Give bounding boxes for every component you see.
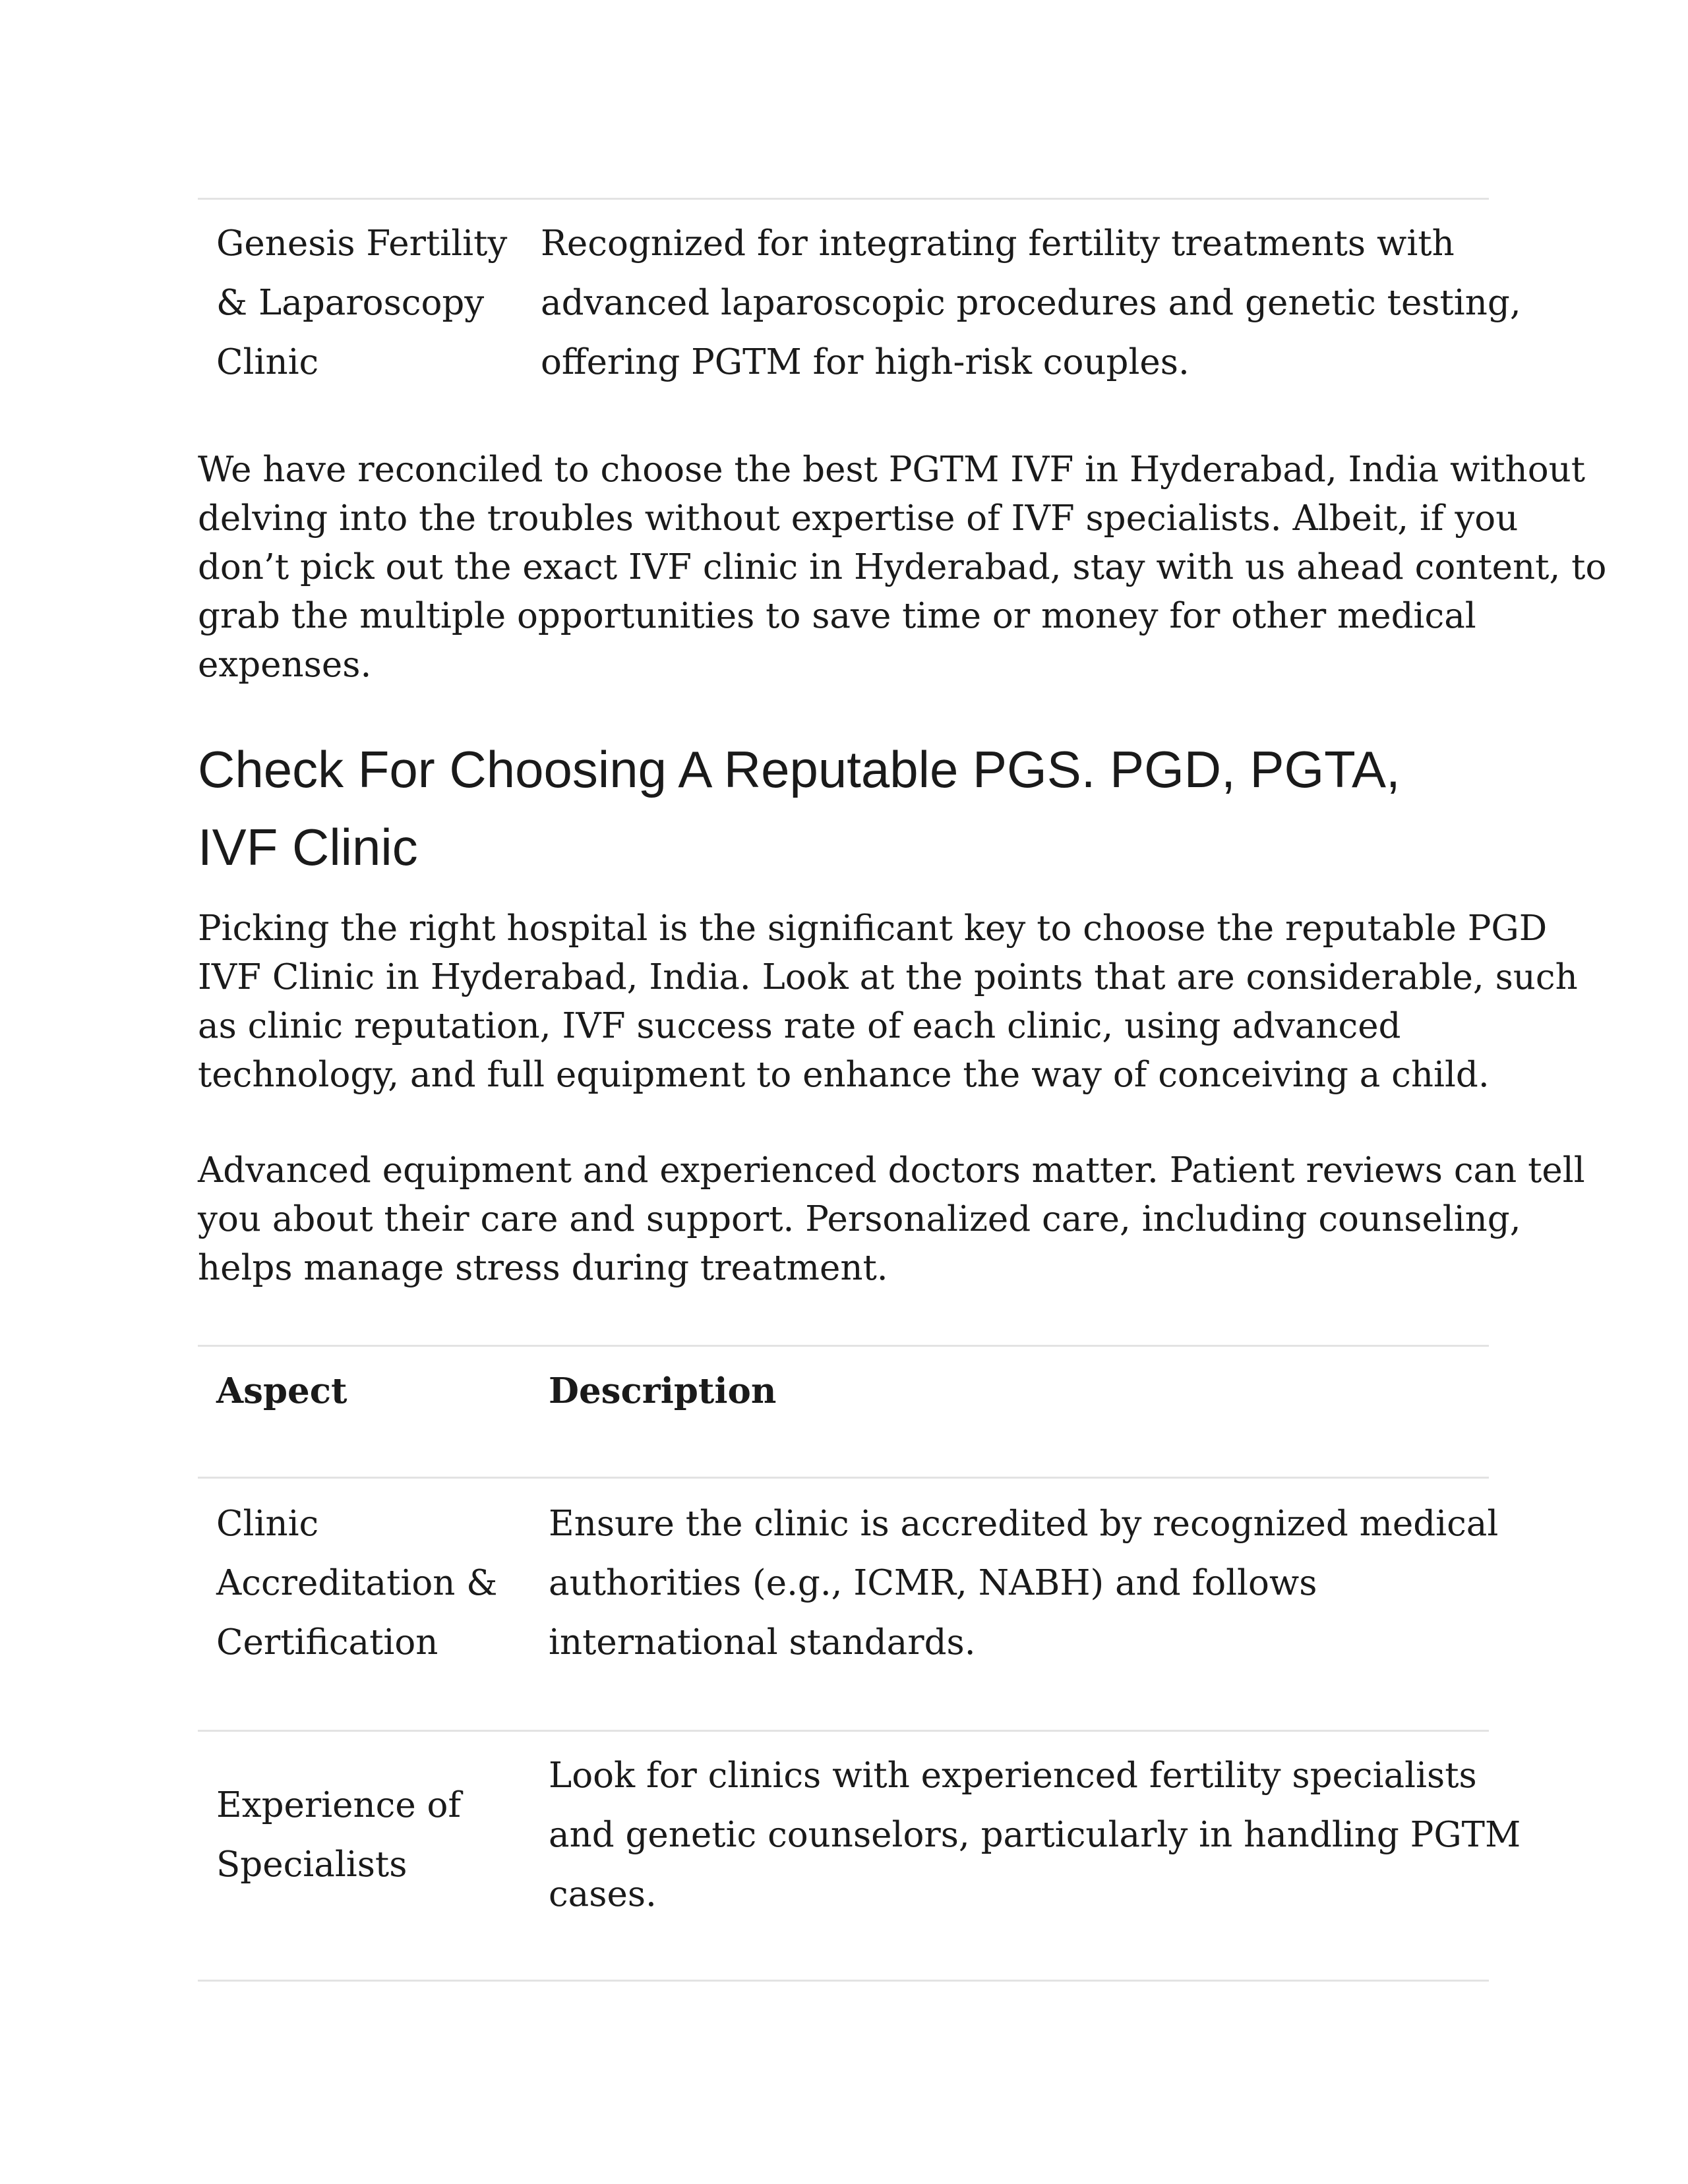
paragraph-line: delving into the troubles without expertise of IVF specialists. Albeit, if you [198, 498, 1519, 539]
cell-text: Recognized for integrating fertility treatments with [541, 223, 1455, 264]
cell-text: Ensure the clinic is accredited by recognized medical [549, 1504, 1499, 1544]
paragraph-line: you about their care and support. Personalized care, including counseling, [198, 1199, 1521, 1239]
paragraph-line: Advanced equipment and experienced doctors matter. Patient reviews can tell [198, 1150, 1585, 1191]
description-cell [549, 1746, 1521, 1980]
paragraph-line: helps manage stress during treatment. [198, 1248, 888, 1288]
paragraph-line: We have reconciled to choose the best PGTM IVF in Hyderabad, India without [198, 450, 1586, 490]
cell-text: authorities (e.g., ICMR, NABH) and follows [549, 1563, 1317, 1603]
section-heading [198, 730, 1489, 886]
table-row [198, 1730, 1521, 1982]
cell-text: international standards. [549, 1622, 976, 1663]
clinic-name-cell [198, 214, 541, 392]
clinic-table [198, 198, 1521, 392]
cell-text: and genetic counselors, particularly in handling PGTM [549, 1815, 1521, 1855]
clinic-description-cell [541, 214, 1521, 392]
cell-text: Specialists [216, 1845, 407, 1885]
aspect-table [198, 1345, 1521, 1982]
cell-text: Genesis Fertility [216, 223, 508, 264]
table-row [198, 1477, 1499, 1730]
heading-line: Check For Choosing A Reputable PGS. PGD, PGTA, [198, 740, 1401, 798]
paragraph-line: don’t pick out the exact IVF clinic in Hyderabad, stay with us ahead content, to [198, 547, 1607, 587]
choosing-paragraph [198, 904, 1578, 1100]
paragraph-line: grab the multiple opportunities to save time or money for other medical [198, 596, 1476, 636]
cell-text: & Laparoscopy [216, 283, 485, 323]
cell-text: Accreditation & [216, 1563, 498, 1603]
cell-text: offering PGTM for high-risk couples. [541, 342, 1190, 382]
aspect-cell [198, 1746, 549, 1980]
header-aspect: Aspect [216, 1371, 347, 1411]
paragraph-line: IVF Clinic in Hyderabad, India. Look at the points that are considerable, such [198, 957, 1578, 997]
paragraph-line: technology, and full equipment to enhance the way of conceiving a child. [198, 1055, 1490, 1095]
cell-text: Look for clinics with experienced fertility specialists [549, 1756, 1477, 1796]
cell-text: Clinic [216, 1504, 319, 1544]
paragraph-line: Picking the right hospital is the significant key to choose the reputable PGD [198, 908, 1548, 949]
paragraph-line: as clinic reputation, IVF success rate of each clinic, using advanced [198, 1006, 1401, 1046]
cell-text: cases. [549, 1874, 657, 1914]
table-header-row [198, 1345, 1489, 1477]
description-cell [549, 1494, 1499, 1730]
intro-paragraph [198, 446, 1607, 690]
paragraph-line: expenses. [198, 645, 372, 685]
cell-text: Clinic [216, 342, 319, 382]
equipment-paragraph [198, 1146, 1585, 1293]
cell-text: Certification [216, 1622, 438, 1663]
cell-text: advanced laparoscopic procedures and genetic testing, [541, 283, 1521, 323]
cell-text: Experience of [216, 1785, 462, 1825]
header-description: Description [549, 1371, 777, 1411]
table-row [198, 200, 1521, 392]
heading-line: IVF Clinic [198, 818, 418, 876]
aspect-cell [198, 1494, 549, 1730]
